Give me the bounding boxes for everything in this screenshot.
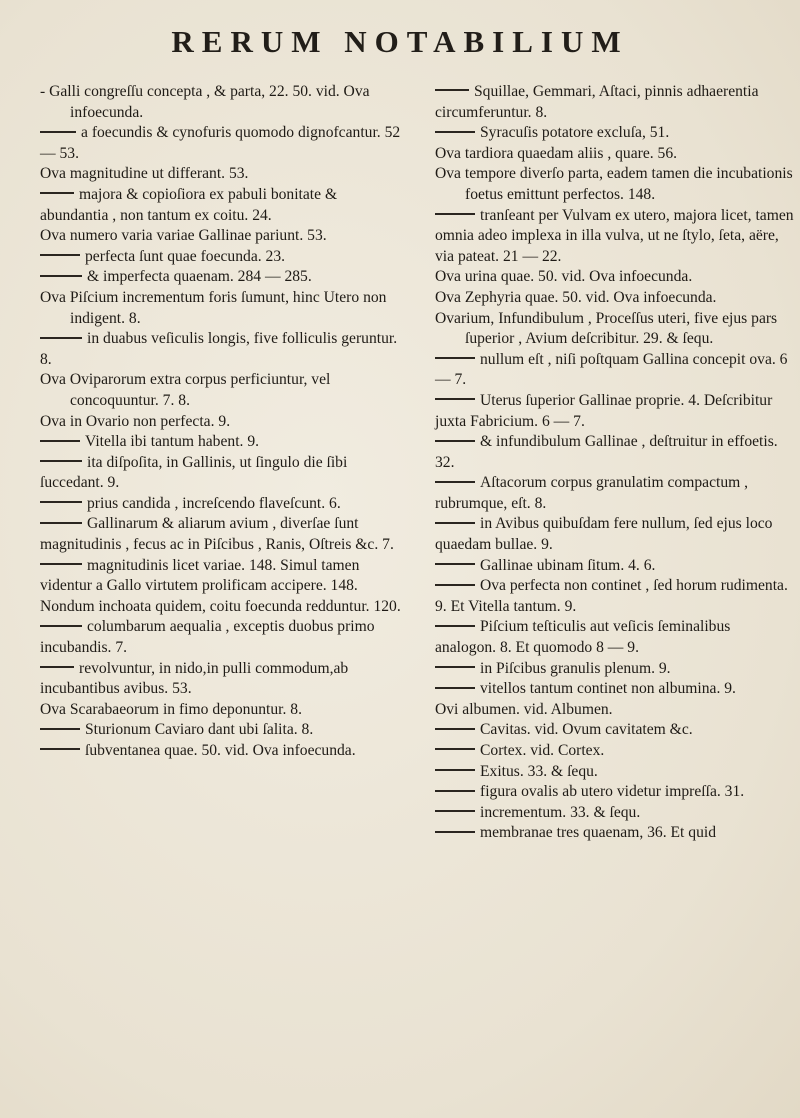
ditto-dash bbox=[435, 131, 475, 133]
ditto-dash bbox=[40, 337, 82, 339]
index-entry bbox=[435, 391, 795, 432]
index-entry bbox=[40, 123, 408, 164]
index-entry bbox=[40, 617, 408, 658]
index-entry bbox=[435, 82, 795, 123]
index-entry bbox=[40, 741, 408, 762]
index-entry-text: in Piſcibus granulis plenum. 9. bbox=[480, 659, 671, 677]
index-entry bbox=[40, 412, 408, 433]
index-entry bbox=[435, 700, 795, 721]
index-entry-text: Ova Oviparorum extra corpus perficiuntur, vel concoquuntur. 7. 8. bbox=[40, 371, 331, 409]
index-entry-text: revolvuntur, in nido,in pulli commodum,ab incubantibus avibus. 53. bbox=[40, 659, 349, 698]
ditto-dash bbox=[40, 625, 82, 627]
index-entry-text: - Galli congreſſu concepta , & parta, 22. 50. vid. Ova infoecunda. bbox=[40, 83, 370, 121]
index-entry bbox=[435, 206, 795, 268]
index-entry-text: tranſeant per Vulvam ex utero, majora licet, tamen omnia adeo implexa in illa vulva, ut ne ſtylo, ſeta, aëre, via pateat. 21 — 22. bbox=[435, 206, 794, 265]
index-entry bbox=[435, 617, 795, 658]
index-entry-text: Cortex. vid. Cortex. bbox=[480, 742, 605, 759]
index-entry bbox=[40, 247, 408, 268]
ditto-dash bbox=[435, 563, 475, 565]
index-entry-text: Syracuſis potatore excluſa, 51. bbox=[480, 124, 670, 142]
index-entry-text: membranae tres quaenam, 36. Et quid bbox=[480, 824, 716, 842]
index-entry bbox=[40, 185, 408, 226]
index-entry bbox=[435, 782, 795, 803]
index-column-right bbox=[435, 82, 795, 844]
index-column-left bbox=[40, 82, 408, 762]
index-entry-text: & imperfecta quaenam. 284 — 285. bbox=[87, 268, 312, 286]
index-entry-text: Ova Zephyria quae. 50. vid. Ova infoecunda. bbox=[435, 288, 717, 306]
index-entry bbox=[435, 144, 795, 165]
index-entry bbox=[435, 514, 795, 555]
ditto-dash bbox=[435, 831, 475, 833]
index-entry bbox=[40, 370, 408, 411]
index-entry-text: Ova tempore diverſo parta, eadem tamen die incubationis foetus emittunt perfectos. 148. bbox=[435, 165, 793, 203]
index-entry-text: Ovi albumen. vid. Albumen. bbox=[435, 700, 613, 718]
index-entry bbox=[435, 123, 795, 144]
ditto-dash bbox=[435, 728, 475, 730]
index-entry-text: Piſcium teſticulis aut veſicis ſeminalibus analogon. 8. Et quomodo 8 — 9. bbox=[435, 618, 731, 657]
index-entry-text: Ova perfecta non continet , ſed horum rudimenta. 9. Et Vitella tantum. 9. bbox=[435, 577, 788, 615]
ditto-dash bbox=[435, 687, 475, 689]
ditto-dash bbox=[435, 398, 475, 400]
index-entry-text: Squillae, Gemmari, Aſtaci, pinnis adhaerentia circumferuntur. 8. bbox=[435, 83, 759, 121]
index-entry bbox=[435, 803, 795, 824]
index-entry-text: Uterus ſuperior Gallinae proprie. 4. Deſcribitur juxta Fabricium. 6 — 7. bbox=[435, 391, 773, 430]
index-entry-text: Cavitas. vid. Ovum cavitatem &c. bbox=[480, 721, 693, 739]
index-entry-text: Ova numero varia variae Gallinae pariunt. 53. bbox=[40, 227, 327, 245]
index-entry bbox=[435, 432, 795, 473]
index-entry-text: in duabus veſiculis longis, five folliculis geruntur. 8. bbox=[40, 330, 398, 368]
index-entry bbox=[40, 514, 408, 555]
index-entry bbox=[40, 556, 408, 618]
index-entry-text: perfecta ſunt quae foecunda. 23. bbox=[85, 247, 286, 265]
index-entry-text: nullum eſt , niſi poſtquam Gallina concepit ova. 6 — 7. bbox=[435, 350, 788, 389]
index-entry-text: vitellos tantum continet non albumina. 9. bbox=[480, 680, 736, 698]
index-entry-text: Aſtacorum corpus granulatim compactum , rubrumque, eſt. 8. bbox=[435, 474, 749, 512]
ditto-dash bbox=[435, 666, 475, 668]
ditto-dash bbox=[435, 810, 475, 812]
index-entry-text: in Avibus quibuſdam fere nullum, ſed ejus loco quaedam bullae. 9. bbox=[435, 515, 773, 554]
index-entry bbox=[40, 82, 408, 123]
index-entry bbox=[40, 329, 408, 370]
index-entry-text: & infundibulum Gallinae , deſtruitur in effoetis. 32. bbox=[435, 433, 778, 471]
index-entry-text: Exitus. 33. & ſequ. bbox=[480, 762, 598, 780]
ditto-dash bbox=[40, 440, 80, 442]
ditto-dash bbox=[40, 522, 82, 524]
index-entry-text: Ova Piſcium incrementum foris ſumunt, hinc Utero non indigent. 8. bbox=[40, 288, 387, 327]
index-entry bbox=[435, 659, 795, 680]
index-entry-text: Sturionum Caviaro dant ubi ſalita. 8. bbox=[85, 721, 314, 739]
index-entry bbox=[40, 288, 408, 329]
index-entry bbox=[435, 288, 795, 309]
index-entry bbox=[40, 659, 408, 700]
ditto-dash bbox=[435, 522, 475, 524]
index-entry bbox=[40, 453, 408, 494]
index-entry bbox=[435, 679, 795, 700]
index-entry bbox=[435, 164, 795, 205]
index-entry bbox=[435, 556, 795, 577]
index-entry-text: prius candida , increſcendo flaveſcunt. 6. bbox=[87, 494, 341, 512]
index-entry bbox=[40, 226, 408, 247]
index-entry bbox=[435, 576, 795, 617]
ditto-dash bbox=[40, 275, 82, 277]
ditto-dash bbox=[435, 748, 475, 750]
ditto-dash bbox=[40, 748, 80, 750]
ditto-dash bbox=[435, 625, 475, 627]
ditto-dash bbox=[40, 666, 74, 668]
ditto-dash bbox=[435, 790, 475, 792]
index-entry-text: a foecundis & cynofuris quomodo dignofcantur. 52 — 53. bbox=[40, 124, 401, 162]
index-entry bbox=[40, 700, 408, 721]
ditto-dash bbox=[435, 481, 475, 483]
index-entry bbox=[40, 432, 408, 453]
index-entry-text: ſubventanea quae. 50. vid. Ova infoecunda. bbox=[85, 742, 356, 759]
index-entry bbox=[435, 720, 795, 741]
index-entry bbox=[40, 720, 408, 741]
index-entry-text: Vitella ibi tantum habent. 9. bbox=[85, 433, 260, 451]
index-entry-text: Gallinae ubinam ſitum. 4. 6. bbox=[480, 556, 656, 574]
index-entry-text: Ova tardiora quaedam aliis , quare. 56. bbox=[435, 144, 678, 162]
ditto-dash bbox=[40, 192, 74, 194]
index-entry-text: Ova in Ovario non perfecta. 9. bbox=[40, 412, 231, 430]
index-entry bbox=[435, 350, 795, 391]
index-entry-text: magnitudinis licet variae. 148. Simul tamen videntur a Gallo virtutem prolificam accipere. 148. Nondum inchoata quidem, coitu foecunda redduntur. 120. bbox=[40, 556, 401, 615]
ditto-dash bbox=[40, 728, 80, 730]
ditto-dash bbox=[40, 131, 76, 133]
index-entry bbox=[435, 309, 795, 350]
index-entry-text: Gallinarum & aliarum avium , diverſae ſunt magnitudinis , fecus ac in Piſcibus , Ranis, Oſtreis &c. 7. bbox=[40, 515, 394, 554]
index-entry-text: columbarum aequalia , exceptis duobus primo incubandis. 7. bbox=[40, 618, 375, 657]
running-head: RERUM NOTABILIUM bbox=[171, 24, 629, 59]
ditto-dash bbox=[435, 584, 475, 586]
index-entry-text: Ova Scarabaeorum in fimo deponuntur. 8. bbox=[40, 700, 302, 718]
index-entry-text: majora & copioſiora ex pabuli bonitate & abundantia , non tantum ex coitu. 24. bbox=[40, 185, 338, 224]
index-entry bbox=[435, 741, 795, 762]
ditto-dash bbox=[40, 254, 80, 256]
ditto-dash bbox=[40, 563, 82, 565]
index-entry-text: ita diſpoſita, in Gallinis, ut ſingulo die ſibi ſuccedant. 9. bbox=[40, 453, 348, 492]
ditto-dash bbox=[435, 89, 469, 91]
index-entry bbox=[40, 494, 408, 515]
index-entry-text: Ova magnitudine ut differant. 53. bbox=[40, 165, 249, 183]
index-entry-text: figura ovalis ab utero videtur impreſſa. 31. bbox=[480, 783, 745, 801]
index-entry bbox=[435, 823, 795, 844]
index-entry bbox=[435, 762, 795, 783]
index-entry-text: Ova urina quae. 50. vid. Ova infoecunda. bbox=[435, 268, 693, 286]
index-entry-text: incrementum. 33. & ſequ. bbox=[480, 803, 641, 821]
ditto-dash bbox=[40, 460, 82, 462]
ditto-dash bbox=[40, 501, 82, 503]
ditto-dash bbox=[435, 769, 475, 771]
index-entry bbox=[435, 473, 795, 514]
ditto-dash bbox=[435, 440, 475, 442]
ditto-dash bbox=[435, 357, 475, 359]
ditto-dash bbox=[435, 213, 475, 215]
index-entry bbox=[40, 267, 408, 288]
index-entry bbox=[435, 267, 795, 288]
index-entry bbox=[40, 164, 408, 185]
index-entry-text: Ovarium, Infundibulum , Proceſſus uteri, five ejus pars ſuperior , Avium deſcribitur. 29. & ſequ. bbox=[435, 309, 778, 348]
